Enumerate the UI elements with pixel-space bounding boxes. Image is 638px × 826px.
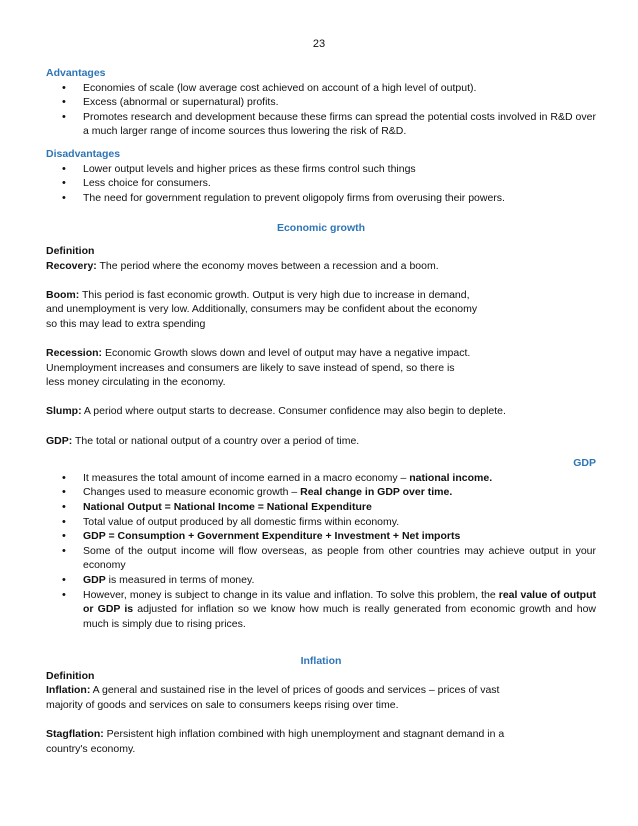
list-item: • Promotes research and development because these firms can spread the potential costs involved in R&D over a much larger range of income sources thus lowering the risk of R&D. <box>46 110 596 139</box>
stagflation-definition: Stagflation: Persistent high inflation combined with high unemployment and stagnant demand in a country's economy. <box>46 727 505 755</box>
disadvantages-list <box>46 162 596 206</box>
page-content <box>46 66 596 756</box>
economic-growth-title: Economic growth <box>276 222 366 235</box>
inflation-definition: Inflation: A general and sustained rise in the level of prices of goods and services – prices of vast majority of goods and services on sale to consumers keeps rising over time. <box>46 684 500 711</box>
gdp-heading: GDP <box>573 457 596 470</box>
list-item: • The need for government regulation to prevent oligopoly firms from overusing their powers. <box>46 191 596 206</box>
list-item: • Excess (abnormal or supernatural) profits. <box>46 95 596 110</box>
list-item: • It measures the total amount of income earned in a macro economy – national income. <box>46 471 596 486</box>
inflation-title: Inflation <box>300 654 342 667</box>
list-item: • Total value of output produced by all domestic firms within economy. <box>46 515 596 530</box>
inflation-definition-label: Definition <box>46 669 95 682</box>
list-item: • Lower output levels and higher prices as these firms control such things <box>46 162 596 177</box>
slump-definition: Slump: A period where output starts to decrease. Consumer confidence may also begin to deplete. <box>46 405 506 418</box>
definition-label: Definition <box>46 244 95 257</box>
recession-definition: Recession: Economic Growth slows down and level of output may have a negative impact. Unemployment increases and consumers are likely to save instead of spend, so there is less money circulating in the economy. <box>46 347 471 389</box>
list-item: • Some of the output income will flow overseas, as people from other countries may achieve output in your economy <box>46 544 596 573</box>
gdp-definition: GDP: The total or national output of a country over a period of time. <box>46 434 360 447</box>
advantages-heading: Advantages <box>46 67 106 79</box>
advantages-list <box>46 81 596 139</box>
list-item: • Economies of scale (low average cost achieved on account of a high level of output). <box>46 81 596 96</box>
list-item: • GDP = Consumption + Government Expenditure + Investment + Net imports <box>46 529 596 544</box>
list-item: • Changes used to measure economic growth – Real change in GDP over time. <box>46 485 596 500</box>
list-item: • National Output = National Income = National Expenditure <box>46 500 596 515</box>
page-number: 23 <box>312 38 326 50</box>
list-item: • GDP is measured in terms of money. <box>46 573 596 588</box>
recovery-definition: Recovery: The period where the economy moves between a recession and a boom. <box>46 259 439 272</box>
list-item: • However, money is subject to change in its value and inflation. To solve this problem, the real value of output or GDP is adjusted for inflation so we know how much is really generated from economic growth and how much is simply due to rising prices. <box>46 588 596 632</box>
gdp-list <box>46 471 596 632</box>
boom-definition: Boom: This period is fast economic growth. Output is very high due to increase in demand, and unemployment is very low. Additionally, consumers may be confident about the economy so this may lead to extra spending <box>46 288 478 330</box>
list-item: • Less choice for consumers. <box>46 176 596 191</box>
disadvantages-heading: Disadvantages <box>46 147 121 160</box>
